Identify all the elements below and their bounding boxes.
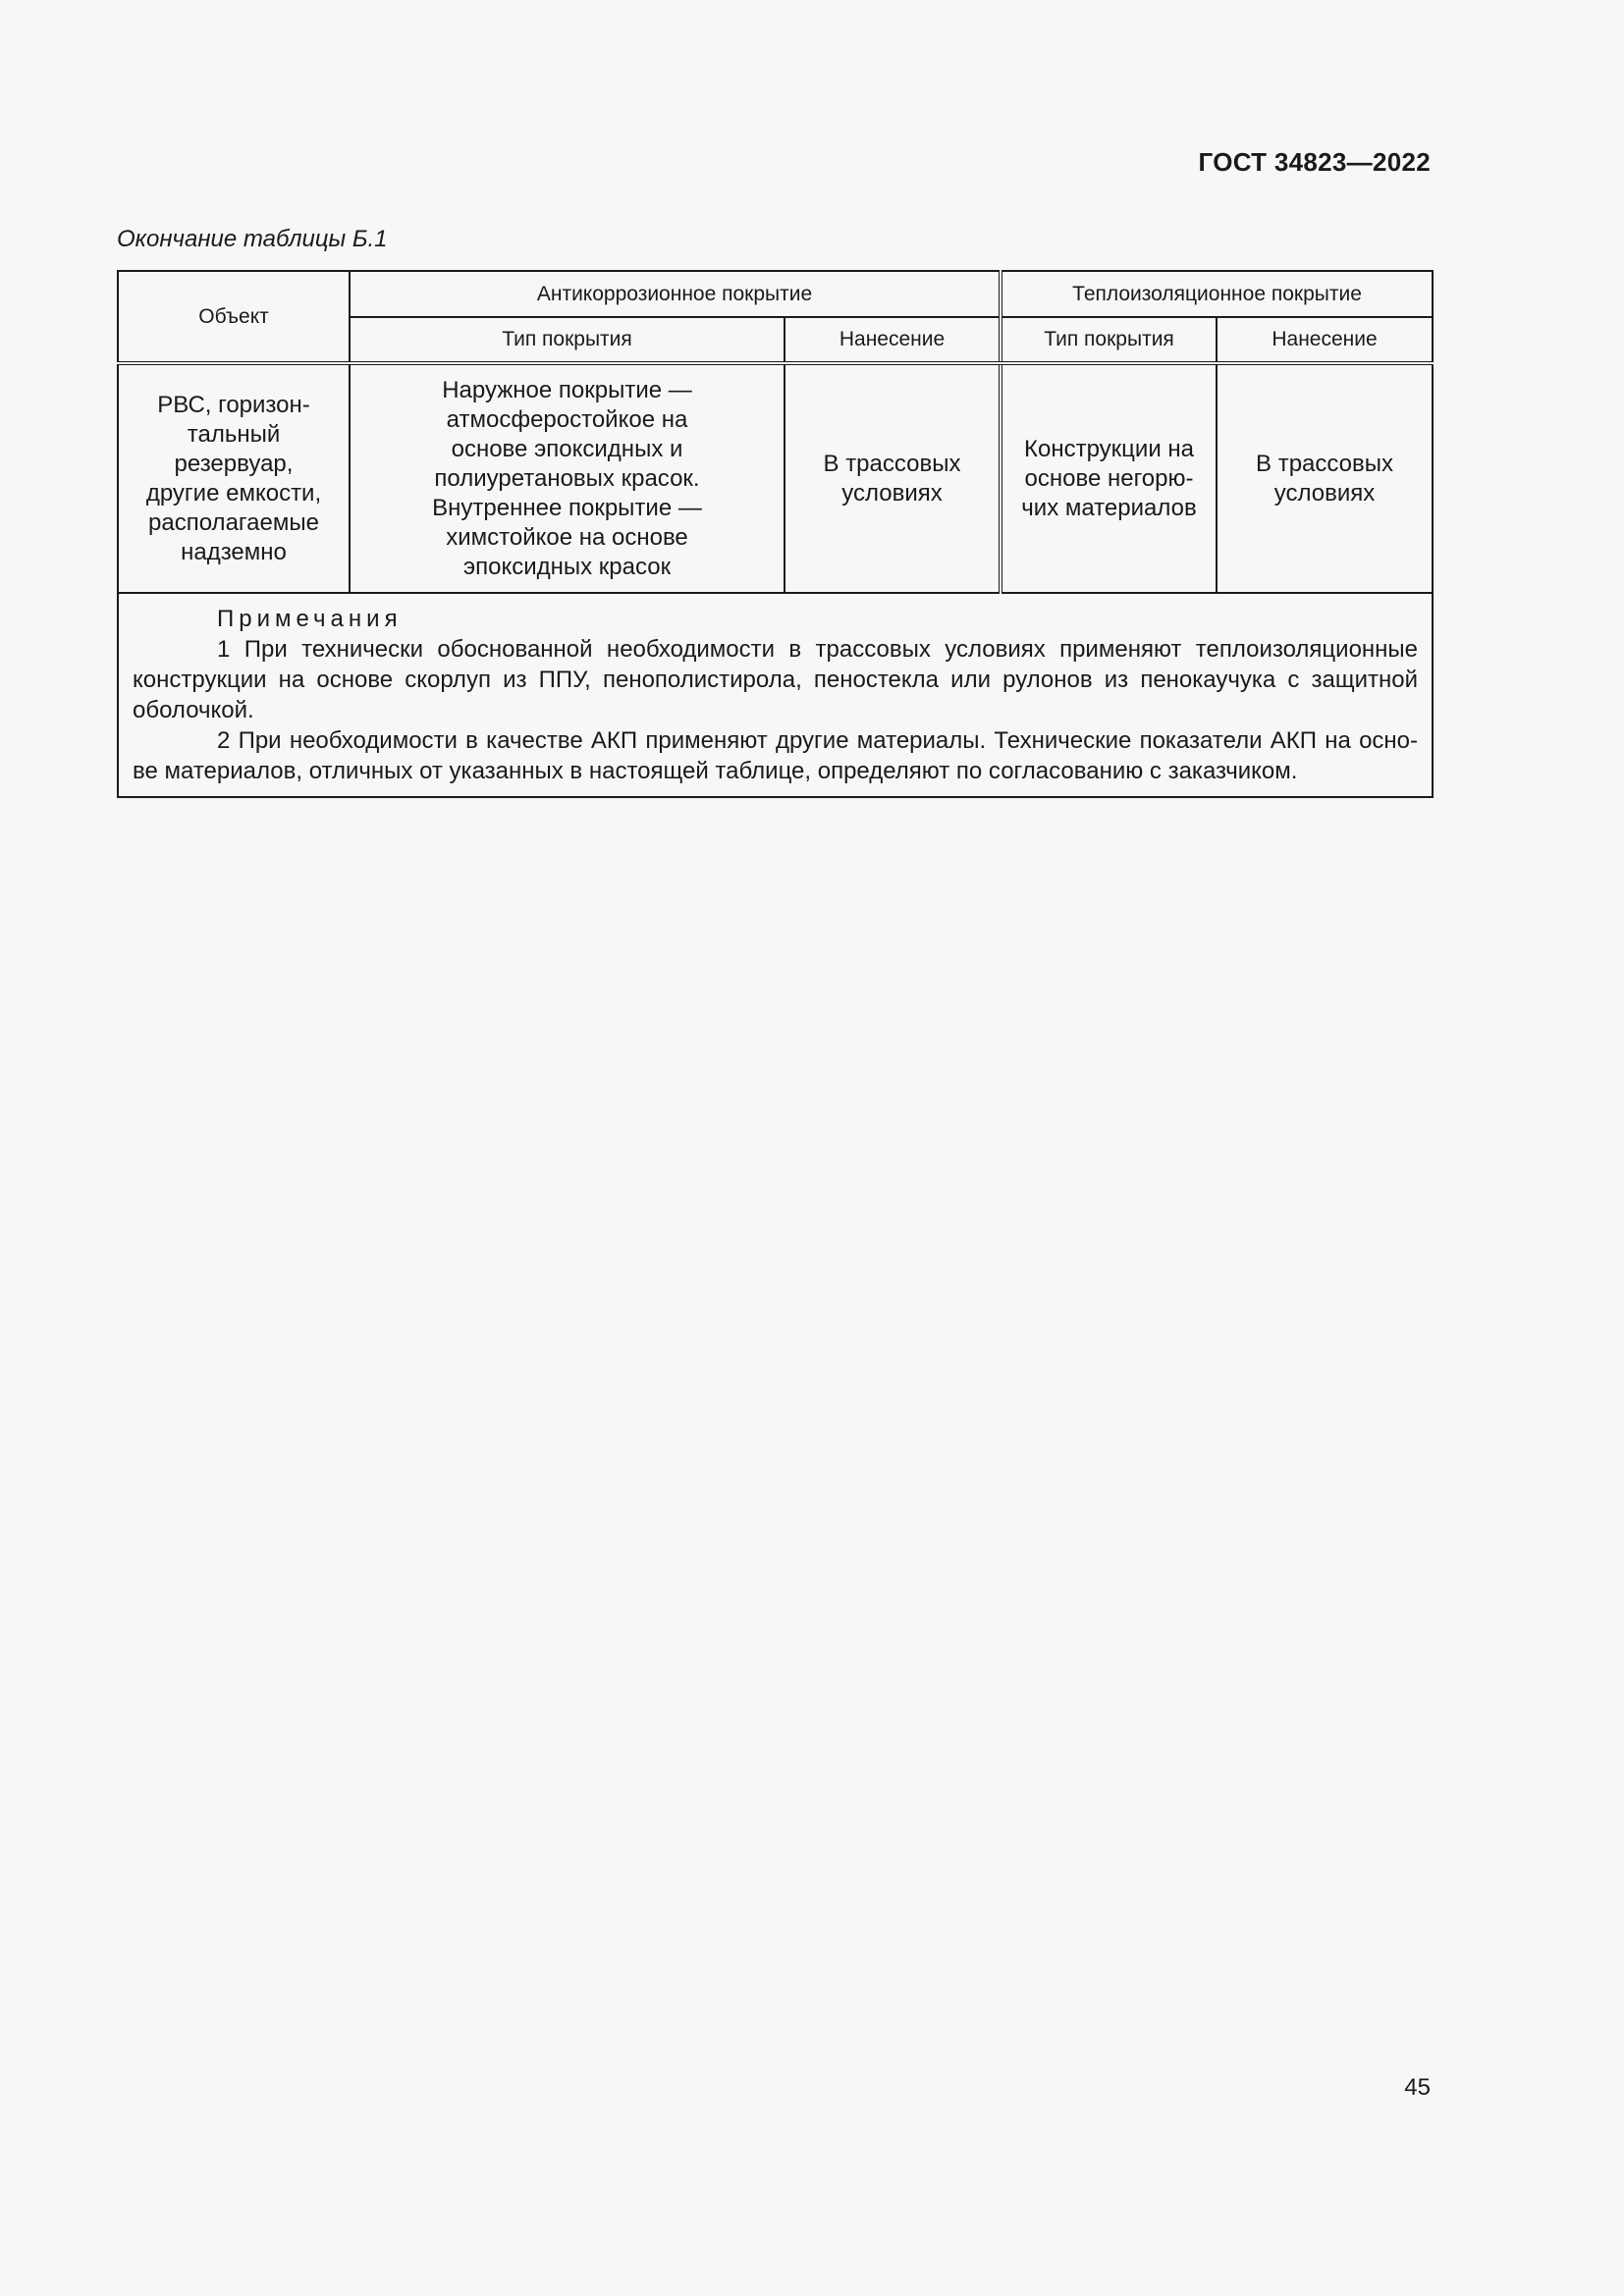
cell-thermal-type	[1001, 363, 1217, 593]
cell-line: надземно	[181, 538, 287, 565]
cell-line: тальный	[187, 420, 281, 448]
cell-thermal-application	[1217, 363, 1433, 593]
document-standard-number: ГОСТ 34823—2022	[1198, 147, 1431, 177]
cell-line: В трассовых	[823, 450, 961, 477]
table-notes	[118, 593, 1433, 797]
cell-line: атмосферостойкое на	[446, 405, 688, 433]
cell-line: Наружное покрытие —	[442, 376, 692, 403]
note-item: 1 При технически обоснованной необходимости в трассовых условиях применяют теплоизоляционные конструкции на основе скорлуп из ППУ, пенополистирола, пеностекла или рулонов из пенокаучука с защитной оболочкой.	[133, 636, 1419, 723]
table-row	[118, 363, 1433, 593]
coating-table	[117, 270, 1434, 798]
note-item: 2 При необходимости в качестве АКП применяют другие материалы. Технические показатели АКП на осно-ве материалов, отличных от указанных в настоящей таблице, определяют по согласованию с заказчиком.	[133, 727, 1419, 784]
notes-title: Примечания	[217, 606, 403, 632]
cell-line: основе эпоксидных и	[451, 435, 683, 462]
cell-line: В трассовых	[1256, 450, 1394, 477]
cell-anticorrosion-type	[350, 363, 785, 593]
cell-line: основе негорю-	[1024, 464, 1194, 492]
cell-line: условиях	[841, 479, 943, 507]
table-caption: Окончание таблицы Б.1	[117, 226, 388, 252]
cell-object	[118, 363, 350, 593]
cell-line: чих материалов	[1021, 494, 1197, 521]
header-thermal-insulation: Теплоизоляционное покрытие	[1001, 271, 1433, 317]
cell-line: эпоксидных красок	[462, 553, 672, 580]
page-number: 45	[1404, 2074, 1431, 2101]
header-anticorrosion-type: Тип покрытия	[350, 317, 785, 363]
header-object: Объект	[118, 271, 350, 363]
header-anticorrosion-application: Нанесение	[785, 317, 1001, 363]
cell-line: полиуретановых красок.	[434, 464, 700, 492]
cell-line: располагаемые	[148, 508, 319, 536]
cell-line: Внутреннее покрытие —	[432, 494, 702, 521]
cell-line: другие емкости,	[145, 479, 322, 507]
header-anticorrosion: Антикоррозионное покрытие	[350, 271, 1001, 317]
cell-line: РВС, горизон-	[157, 391, 310, 418]
header-thermal-type: Тип покрытия	[1001, 317, 1217, 363]
cell-line: резервуар,	[174, 450, 294, 477]
header-thermal-application: Нанесение	[1217, 317, 1433, 363]
cell-line: Конструкции на	[1024, 435, 1194, 462]
cell-line: химстойкое на основе	[446, 523, 688, 551]
cell-line: условиях	[1273, 479, 1376, 507]
cell-anticorrosion-application	[785, 363, 1001, 593]
